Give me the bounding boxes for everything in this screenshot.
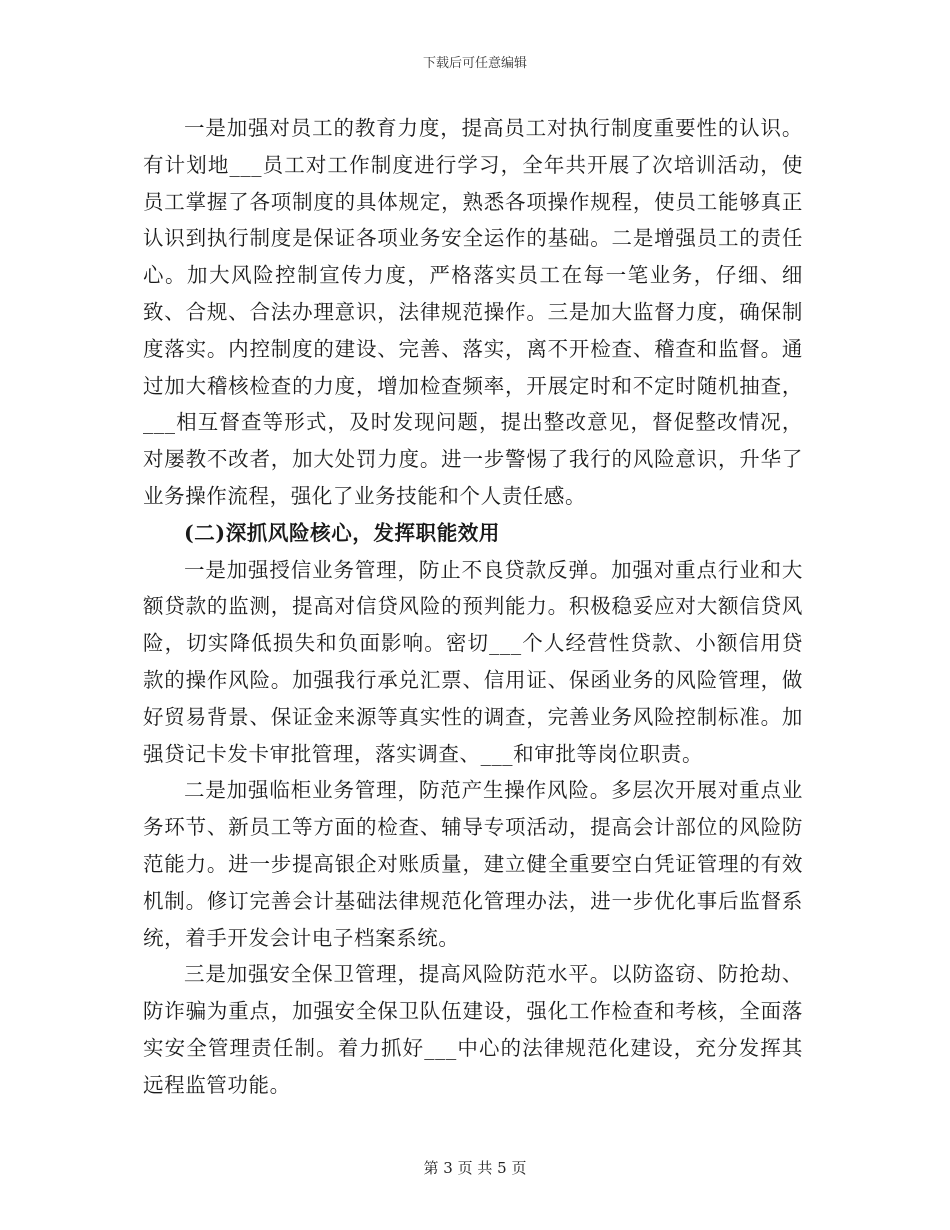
header-note: 下载后可任意编辑 — [422, 56, 527, 71]
paragraph-credit-management: 一是加强授信业务管理，防止不良贷款反弹。加强对重点行业和大额贷款的监测，提高对信贷风险的预判能力。积极稳妥应对大额信贷风险，切实降低损失和负面影响。密切___个人经营性贷款、小额信用贷款的操作风险。加强我行承兑汇票、信用证、保函业务的风险管理，做好贸易背景、保证金来源等真实性的调查，完善业务风险控制标准。加强贷记卡发卡审批管理，落实调查、___和审批等岗位职责。 — [143, 557, 803, 766]
section-heading-risk-core: (二)深抓风险核心，发挥职能效用 — [184, 520, 500, 545]
paragraph-counter-management: 二是加强临柜业务管理，防范产生操作风险。多层次开展对重点业务环节、新员工等方面的检查、辅导专项活动，提高会计部位的风险防范能力。进一步提高银企对账质量，建立健全重要空白凭证管理的有效机制。修订完善会计基础法律规范化管理办法，进一步优化事后监督系统，着手开发会计电子档案系统。 — [143, 778, 803, 950]
page-number: 第 3 页 共 5 页 — [423, 1159, 527, 1177]
document-body — [143, 110, 803, 1104]
paragraph-education: 一是加强对员工的教育力度，提高员工对执行制度重要性的认识。有计划地___员工对工作制度进行学习，全年共开展了次培训活动，使员工掌握了各项制度的具体规定，熟悉各项操作规程，使员工能够真正认识到执行制度是保证各项业务安全运作的基础。二是增强员工的责任心。加大风险控制宣传力度，严格落实员工在每一笔业务，仔细、细致、合规、合法办理意识，法律规范操作。三是加大监督力度，确保制度落实。内控制度的建设、完善、落实，离不开检查、稽查和监督。通过加大稽核检查的力度，增加检查频率，开展定时和不定时随机抽查，___相互督查等形式，及时发现问题，提出整改意见，督促整改情况，对屡教不改者，加大处罚力度。进一步警惕了我行的风险意识，升华了业务操作流程，强化了业务技能和个人责任感。 — [143, 116, 803, 508]
paragraph-security-management: 三是加强安全保卫管理，提高风险防范水平。以防盗窃、防抢劫、防诈骗为重点，加强安全保卫队伍建设，强化工作检查和考核，全面落实安全管理责任制。着力抓好___中心的法律规范化建设，充分发挥其远程监管功能。 — [143, 962, 803, 1097]
